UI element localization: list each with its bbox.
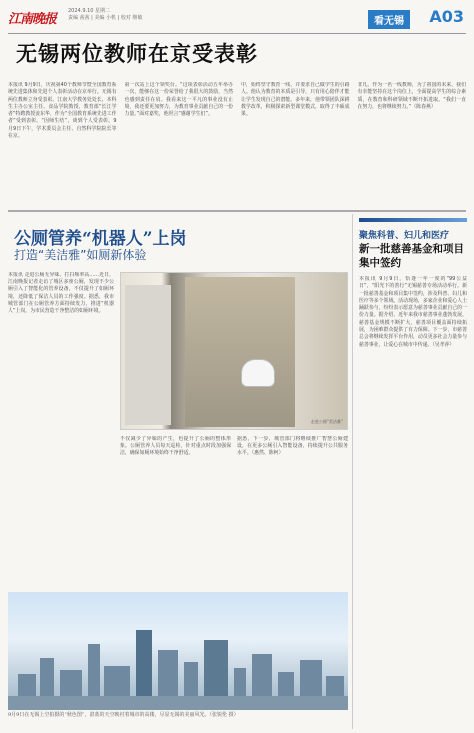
date-line: 2024.9.10 星期二 [68, 8, 111, 14]
article-column: 非凡。作为一名一线教师，为了祖国的未来，我们有幸能坚持在这个岗位上，全面提高学生的综合素质，在教育和科研领域不断开拓进取。“我们一直在努力，也将继续努力。”（陈春燕） [357, 82, 466, 110]
article-column: 据悉，下一步，城管部门将继续推广智慧公厕建设，在更多公厕引入智能设备，持续提升公共服务水平。（惠然、陈柯） [237, 436, 348, 457]
newspaper-logo: 江南晚报 [8, 12, 57, 27]
article-charity-funds [352, 214, 466, 729]
article-column: 第一次站上这个领奖台。“这项表彰活动五年举办一次，能够在这一份荣誉给了我很大的鼓励，当然也感到责任在肩。我看来这一平凡的事业没有止境，我还要更加努力，为教育事业贡献自己的一份力量。”面对嘉奖，他坦言“感谢学生们”。 [124, 82, 233, 118]
article-column: 不仅减少了异味的产生，也提升了公厕的整体形象。公厕管养人员每天巡检，针对重点时段加强保洁，确保如厕环境始终干净舒适。 [120, 436, 231, 457]
article-kicker: 聚焦科普、妇儿和医疗 [359, 231, 450, 241]
city-skyline-photo [8, 592, 348, 710]
article-toilet-robots [8, 214, 348, 729]
photo-inline-caption: 走进公厕“美洁雅” [310, 419, 343, 424]
article-body [8, 82, 466, 208]
toilet-photo [120, 272, 348, 430]
article-body-lower [120, 436, 348, 590]
article-subtitle: 打造“美洁雅”如厕新体验 [14, 248, 147, 262]
section-badge: 看无锡 [368, 10, 410, 29]
article-column: 本报讯 9月9日，庆祝第40个教师节暨全国教育系统先进集体和先进个人表彰活动在京举行。无锡有两位教师立身受表彰。江南大学教务处处长、本科生主办公室主任、食品学院教授、教育部“长江学者”特聘教授姜东华，作为“全国教育系统先进工作者”受到表彰。“因师生结”，谈到个人受表彰。9月9日下午，学术委员会主任、自然科学院院长等在京。 [8, 82, 117, 140]
masthead [8, 6, 466, 34]
article-title: 无锡两位教师在京受表彰 [16, 41, 258, 66]
article-teachers-honored [8, 38, 466, 212]
article-column: 中，始终坚守教育一线，并要求自己做学生的引路人。他认为教育的本质是引导，只有用心陪伴才能让学生发现自己的潜能。多年来，他带领团队深耕教学改革，积极探索新型课堂模式，取得了丰硕成果。 [241, 82, 350, 118]
article-title: 新一批慈善基金和项目集中签约 [359, 243, 464, 269]
article-column: 本报讯 走进公厕无异味、打扫频率高……近日，江南晚报记者走访了城区多座公厕，发现不少公厕引入了智能化的管养设备，不仅提升了如厕环境，还降低了保洁人员的工作强度。据悉，我市城管部门在公厕管养方面持续发力，推进“机器人”上岗，为市民营造干净整洁的如厕环境。 [8, 272, 114, 315]
article-title: 公厕管养“机器人”上岗 [14, 229, 187, 249]
page-number: A03 [429, 7, 464, 26]
article-body: 本报讯 9月9日，恰逢一年一度的“99公益日”，“阳光下的善行”无锡慈善专场活动举行。新一批慈善基金和项目集中签约，涉及科普、妇儿和医疗等多个领域。活动现场，多家企业和爱心人士踊跃参与，纷纷表示愿意为慈善事业贡献自己的一份力量。据介绍，近年来我市慈善事业蓬勃发展，慈善基金规模不断扩大，慈善项目覆盖面持续拓展，为困难群众提供了有力保障。下一步，市慈善总会将继续发挥平台作用，动员更多社会力量参与慈善事业，让爱心在城市中传递。（吴孝萍） [359, 276, 467, 348]
section-rule [359, 218, 467, 222]
article-body [8, 272, 114, 590]
photo-caption: 9月9日在无锡上空拍摄的“秋色图”，湛蓝的天空映衬着城市的高楼，尽显无锡的美丽风光。（张锐伦 摄） [8, 712, 239, 718]
editor-line: 责编 茜茜 | 美编 小机 | 校对 继敏 [68, 15, 143, 21]
issue-meta [68, 8, 143, 22]
